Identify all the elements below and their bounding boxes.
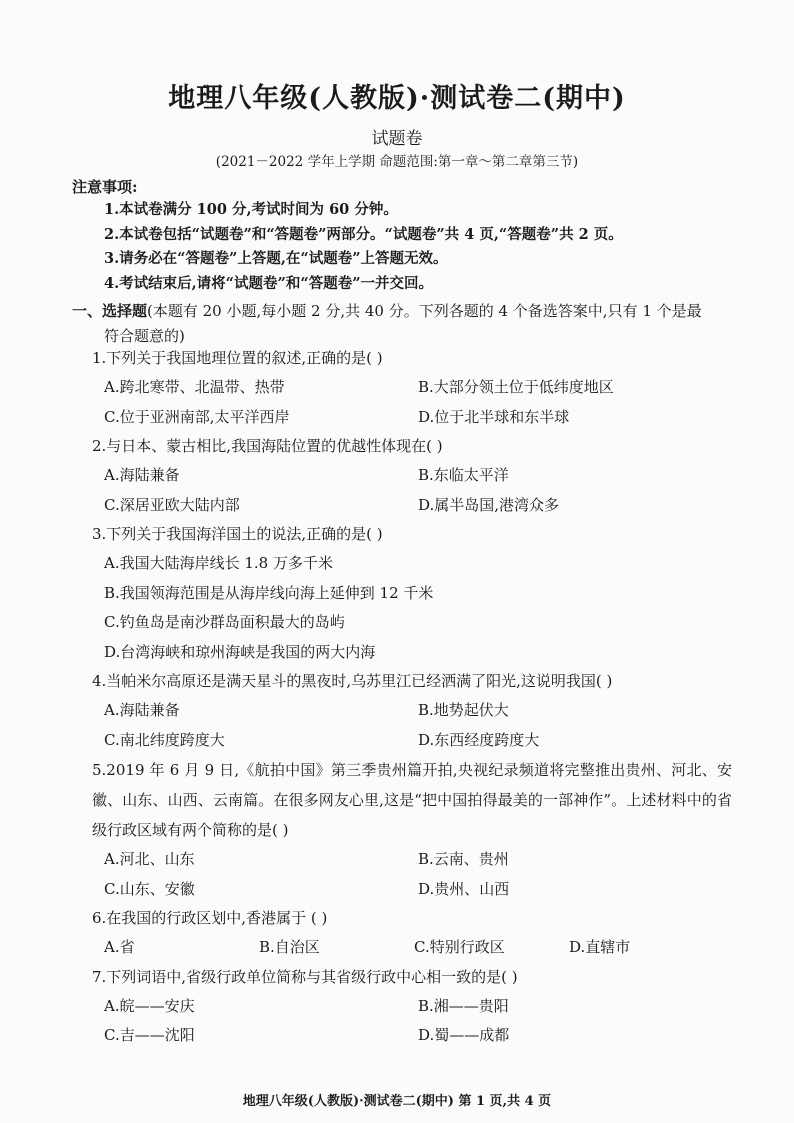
exam-range: (2021－2022 学年上学期 命题范围:第一章～第二章第三节) bbox=[215, 154, 579, 170]
option-a: A.海陆兼备 bbox=[104, 466, 180, 484]
question-stem: 1.下列关于我国地理位置的叙述,正确的是( ) bbox=[92, 349, 383, 367]
section-header bbox=[72, 299, 740, 349]
question-stem: 4.当帕米尔高原还是满天星斗的黑夜时,乌苏里江已经洒满了阳光,这说明我国( ) bbox=[92, 672, 613, 690]
question-stem: 5.2019 年 6 月 9 日,《航拍中国》第三季贵州篇开拍,央视纪录频道将完整推出贵州、河北、安徽、山东、山西、云南篇。在很多网友心里,这是“把中国拍得最美的一部神作”。上述材料中的省级行政区域有两个简称的是( ) bbox=[92, 761, 732, 839]
page-footer: 地理八年级(人教版)·测试卷二(期中) 第 1 页,共 4 页 bbox=[242, 1094, 552, 1109]
option-c: C.钓鱼岛是南沙群岛面积最大的岛屿 bbox=[104, 613, 345, 631]
option-c: C.特别行政区 bbox=[414, 938, 505, 956]
exam-title: 地理八年级(人教版)·测试卷二(期中) bbox=[168, 83, 626, 114]
notice-title: 注意事项: bbox=[72, 178, 138, 196]
question-list bbox=[92, 344, 752, 1051]
question-stem: 7.下列词语中,省级行政单位简称与其省级行政中心相一致的是( ) bbox=[92, 967, 518, 986]
question-3 bbox=[92, 520, 752, 667]
question-5 bbox=[92, 755, 752, 904]
section-label: 一、选择题 bbox=[72, 302, 148, 320]
option-c: C.位于亚洲南部,太平洋西岸 bbox=[104, 407, 290, 426]
question-1 bbox=[92, 344, 752, 432]
option-d: D.属半岛国,港湾众多 bbox=[418, 495, 560, 514]
notice-item: 4.考试结束后,请将“试题卷”和“答题卷”一并交回。 bbox=[104, 274, 434, 292]
option-a: A.省 bbox=[104, 938, 135, 956]
option-c: C.山东、安徽 bbox=[104, 879, 195, 898]
option-d: D.直辖市 bbox=[569, 938, 631, 956]
question-stem: 3.下列关于我国海洋国土的说法,正确的是( ) bbox=[92, 525, 383, 543]
question-stem: 2.与日本、蒙古相比,我国海陆位置的优越性体现在( ) bbox=[92, 437, 443, 455]
option-a: A.我国大陆海岸线长 1.8 万多千米 bbox=[104, 554, 333, 572]
section-desc-cont: 符合题意的) bbox=[104, 327, 185, 345]
option-a: A.皖——安庆 bbox=[104, 996, 195, 1015]
question-6 bbox=[92, 904, 752, 963]
option-a: A.河北、山东 bbox=[104, 850, 195, 868]
option-c: C.深居亚欧大陆内部 bbox=[104, 495, 240, 514]
notice-item: 2.本试卷包括“试题卷”和“答题卷”两部分。“试题卷”共 4 页,“答题卷”共 2 页。 bbox=[104, 225, 623, 243]
option-b: B.我国领海范围是从海岸线向海上延伸到 12 千米 bbox=[104, 583, 434, 602]
question-2 bbox=[92, 432, 752, 520]
question-4 bbox=[92, 667, 752, 755]
option-b: B.大部分领土位于低纬度地区 bbox=[418, 378, 614, 396]
section-desc: (本题有 20 小题,每小题 2 分,共 40 分。下列各题的 4 个备选答案中,只有 1 个是最 bbox=[147, 302, 702, 320]
option-d: D.位于北半球和东半球 bbox=[418, 407, 570, 426]
option-b: B.云南、贵州 bbox=[418, 850, 509, 868]
option-c: C.吉——沈阳 bbox=[104, 1026, 195, 1044]
option-b: B.湘——贵阳 bbox=[418, 996, 509, 1015]
option-d: D.东西经度跨度大 bbox=[418, 730, 540, 749]
option-b: B.自治区 bbox=[259, 938, 320, 956]
option-b: B.东临太平洋 bbox=[418, 466, 509, 484]
option-a: A.海陆兼备 bbox=[104, 701, 180, 719]
option-d: D.蜀——成都 bbox=[418, 1026, 510, 1044]
option-c: C.南北纬度跨度大 bbox=[104, 730, 225, 749]
option-b: B.地势起伏大 bbox=[418, 701, 509, 719]
notice-list bbox=[104, 198, 764, 296]
exam-subtitle: 试题卷 bbox=[371, 129, 423, 149]
question-7 bbox=[92, 963, 752, 1051]
notice-item: 3.请务必在“答题卷”上答题,在“试题卷”上答题无效。 bbox=[104, 250, 448, 267]
option-a: A.跨北寒带、北温带、热带 bbox=[104, 378, 285, 396]
option-d: D.台湾海峡和琼州海峡是我国的两大内海 bbox=[104, 642, 376, 661]
notice-item: 1.本试卷满分 100 分,考试时间为 60 分钟。 bbox=[104, 201, 398, 218]
option-d: D.贵州、山西 bbox=[418, 879, 510, 898]
question-stem: 6.在我国的行政区划中,香港属于 ( ) bbox=[92, 909, 328, 927]
